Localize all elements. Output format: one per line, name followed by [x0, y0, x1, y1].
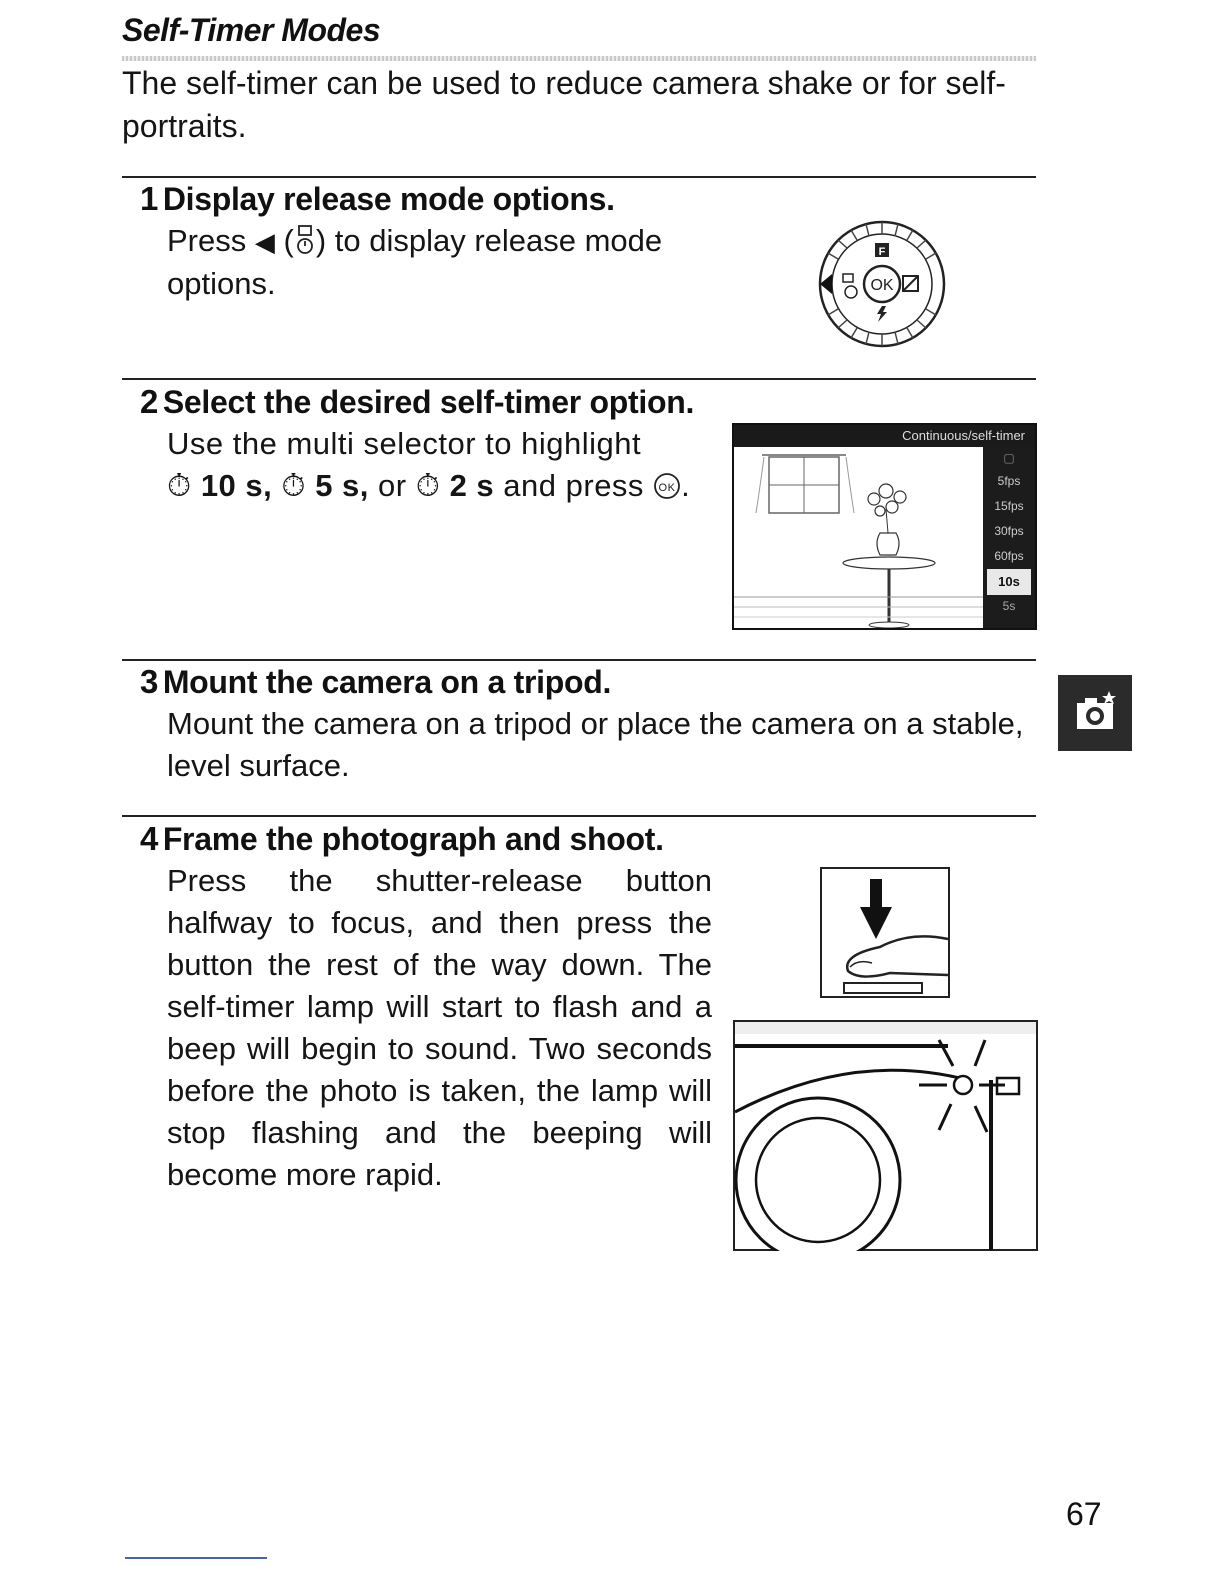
or-text: or: [378, 468, 407, 503]
press-text: Press: [167, 223, 247, 258]
menu-item[interactable]: 15fps: [994, 499, 1024, 513]
step-number: 2: [140, 383, 159, 420]
menu-item[interactable]: 30fps: [994, 524, 1024, 538]
option-2s: 2 s: [449, 468, 495, 503]
footer-link-line: [125, 1557, 267, 1559]
step-2-heading: [140, 383, 694, 421]
and-press-text: and press: [503, 468, 644, 503]
step-title: Select the desired self-timer option.: [162, 384, 695, 420]
step-3-body: Mount the camera on a tripod or place the camera on a stable, level surface.: [167, 706, 1024, 783]
menu-item[interactable]: 60fps: [994, 549, 1024, 563]
screen-header: Continuous/self-timer: [902, 428, 1025, 443]
shutter-press-illustration: [820, 867, 952, 999]
shooting-mode-tab: [1058, 675, 1132, 751]
left-arrow-icon: ◀: [254, 227, 275, 257]
step-divider: [122, 815, 1036, 817]
continuous-icon: ▢: [1003, 451, 1015, 465]
option-5s: 5 s,: [315, 468, 369, 503]
step-number: 1: [140, 180, 159, 217]
step-title: Frame the photograph and shoot.: [162, 821, 664, 857]
step-1-body: Press ◀ ( ) to display release mode options.: [167, 223, 663, 301]
step-1-heading: [140, 180, 615, 218]
svg-text:OK: OK: [658, 482, 676, 494]
self-timer-icon: ⏱: [167, 468, 192, 503]
ok-button-icon: [653, 472, 681, 500]
step-divider: [122, 378, 1036, 380]
step-divider: [122, 176, 1036, 178]
title-divider: [122, 56, 1036, 61]
page-title: Self-Timer Modes: [122, 12, 381, 48]
menu-item[interactable]: 5s: [1002, 599, 1016, 613]
step-4-body: Press the shutter-release button halfway to focus, and then press the button the rest of the way down. The self-timer lamp will start to flash and a beep will begin to sound. Two seconds before the photo is taken, the lamp will stop flashing and the beeping will become more rapid.: [167, 863, 712, 1192]
release-mode-menu: [983, 447, 1035, 630]
self-timer-lamp-illustration: [733, 1020, 1038, 1251]
step-2-instruction: Use the multi selector to highlight: [167, 426, 642, 461]
step-4-heading: [140, 820, 664, 858]
self-timer-release-icon: [294, 225, 316, 255]
camera-icon: [1071, 689, 1119, 737]
step-2-body: Use the multi selector to highlight ⏱ 10 s, ⏱ 5 s, or ⏱ 2 s and press OK .: [167, 423, 727, 507]
step-divider: [122, 659, 1036, 661]
intro-paragraph: The self-timer can be used to reduce camera shake or for self-portraits.: [122, 65, 1006, 144]
multi-selector-dial: [816, 218, 948, 350]
self-timer-icon: ⏱: [415, 468, 441, 503]
step-number: 3: [140, 663, 159, 700]
option-10s: 10 s,: [200, 468, 273, 503]
step-3-heading: [140, 663, 611, 701]
menu-item-selected[interactable]: 10s: [987, 569, 1031, 595]
self-timer-icon: ⏱: [281, 468, 307, 503]
ok-label: OK: [870, 277, 894, 294]
step-number: 4: [140, 820, 159, 857]
menu-item[interactable]: 5fps: [997, 474, 1021, 488]
page-number: 67: [1066, 1496, 1102, 1532]
step-title: Mount the camera on a tripod.: [162, 664, 612, 700]
still-life-scene: [734, 447, 984, 628]
svg-text:F: F: [878, 246, 886, 258]
step-1-instruction: to display release mode options.: [167, 223, 663, 301]
lamp-icon: [954, 1076, 972, 1094]
camera-screen: [732, 423, 1037, 630]
step-title: Display release mode options.: [162, 181, 615, 217]
